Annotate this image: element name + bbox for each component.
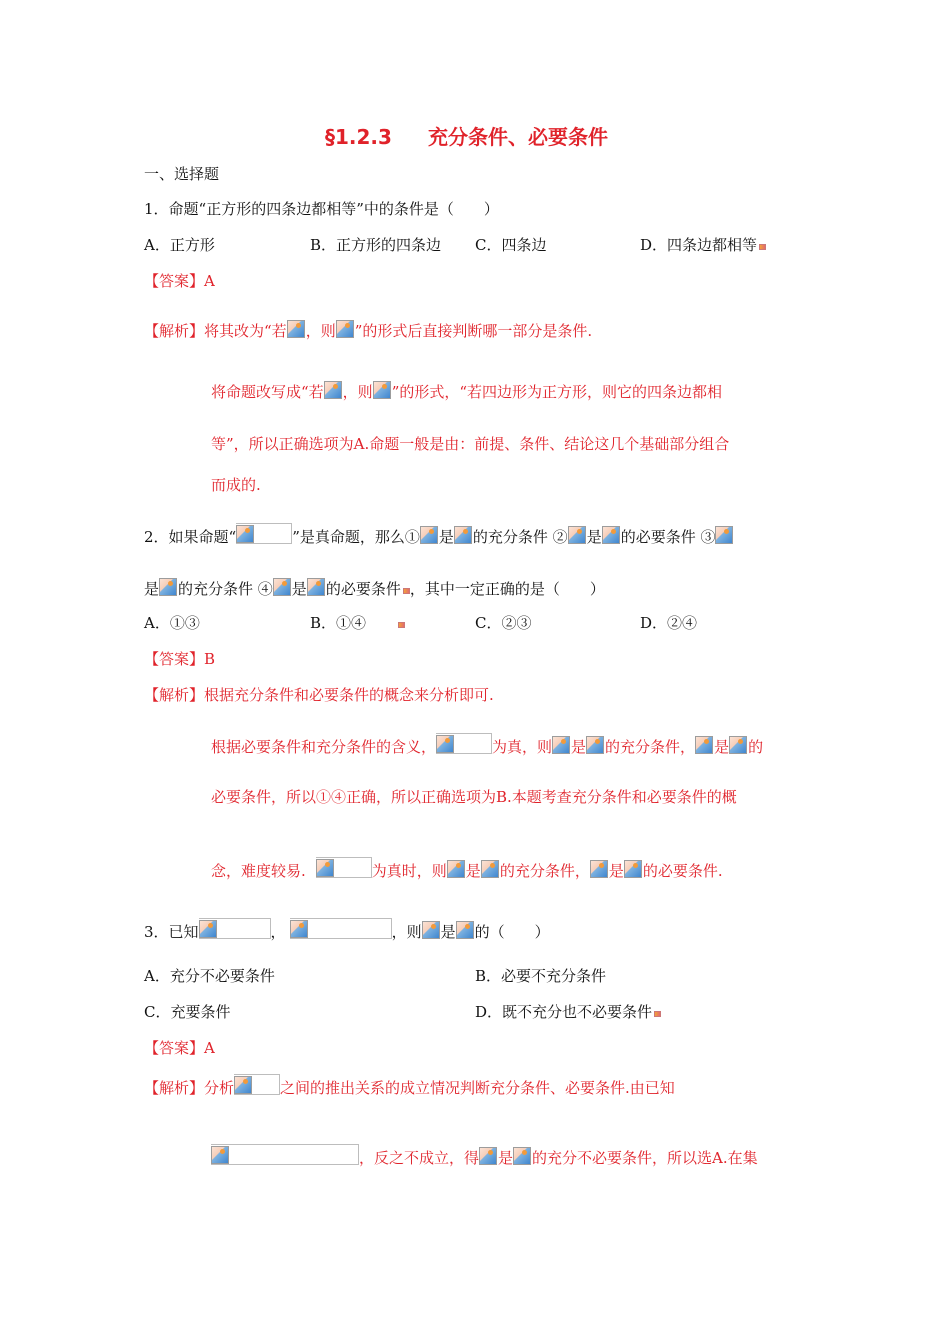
q2-analysis-body-3: 念，难度较易. 为真时，则 是 的充分条件， 是 的必要条件. xyxy=(211,857,723,881)
formula-image-icon xyxy=(481,859,500,878)
formula-image-icon xyxy=(287,319,306,338)
formula-image-icon xyxy=(420,525,439,544)
formula-image-icon xyxy=(336,319,355,338)
q1-stem: 1．命题“正方形的四条边都相等”中的条件是（ ） xyxy=(144,200,499,218)
q3-option-a: A．充分不必要条件 xyxy=(144,967,275,985)
q1-option-a: A．正方形 xyxy=(144,236,215,254)
small-image-icon xyxy=(654,1011,661,1017)
q1-option-b: B．正方形的四条边 xyxy=(310,236,442,254)
formula-image-icon xyxy=(290,918,392,939)
formula-image-icon xyxy=(602,525,621,544)
small-image-icon xyxy=(398,622,405,628)
q3-stem: 3．已知 ， ，则 是 的（ ） xyxy=(144,918,550,942)
q2-stem-line-1: 2．如果命题“ ”是真命题，那么① 是 的充分条件 ② 是 的必要条件 ③ xyxy=(144,523,734,547)
q3-analysis: 【解析】分析 之间的推出关系的成立情况判断充分条件、必要条件.由已知 xyxy=(144,1074,675,1098)
formula-image-icon xyxy=(729,735,748,754)
formula-image-icon xyxy=(456,920,475,939)
q3-option-c: C．充要条件 xyxy=(144,1003,231,1021)
q1-option-d: D．四条边都相等 xyxy=(640,235,766,255)
q2-analysis-body-2: 必要条件，所以①④正确，所以正确选项为B.本题考查充分条件和必要条件的概 xyxy=(211,788,737,806)
q2-option-a: A．①③ xyxy=(144,614,200,632)
formula-image-icon xyxy=(436,733,492,754)
section-heading: 一、选择题 xyxy=(144,165,220,183)
formula-image-icon xyxy=(211,1144,359,1165)
q2-answer: 【答案】B xyxy=(144,650,216,668)
q2-analysis-body-1: 根据必要条件和充分条件的含义， 为真，则 是 的充分条件， 是 的 xyxy=(211,733,763,757)
q1-option-c: C．四条边 xyxy=(475,236,547,254)
formula-image-icon xyxy=(590,859,609,878)
formula-image-icon xyxy=(447,859,466,878)
section-title xyxy=(325,124,608,150)
formula-image-icon xyxy=(316,857,372,878)
q3-option-d: D．既不充分也不必要条件 xyxy=(475,1002,661,1022)
small-image-icon xyxy=(759,244,766,250)
formula-image-icon xyxy=(513,1146,532,1165)
formula-image-icon xyxy=(273,577,292,596)
formula-image-icon xyxy=(159,577,178,596)
section-number: §1.2.3 xyxy=(325,125,392,149)
q1-analysis-body-1: 将命题改写成“若 ，则 ”的形式，“若四边形为正方形，则它的四条边都相 xyxy=(211,380,722,402)
formula-image-icon xyxy=(307,577,326,596)
formula-image-icon xyxy=(373,380,392,399)
formula-image-icon xyxy=(552,735,571,754)
small-image-icon xyxy=(403,588,410,594)
formula-image-icon xyxy=(586,735,605,754)
q1-analysis-body-3: 而成的. xyxy=(211,476,261,494)
formula-image-icon xyxy=(324,380,343,399)
formula-image-icon xyxy=(234,1074,280,1095)
q2-option-d: D．②④ xyxy=(640,614,698,632)
formula-image-icon xyxy=(568,525,587,544)
formula-image-icon xyxy=(715,525,734,544)
q3-analysis-body-1: ，反之不成立，得 是 的充分不必要条件，所以选A.在集 xyxy=(211,1144,758,1168)
q2-option-b: B．①④ xyxy=(310,613,405,633)
q2-option-c: C．②③ xyxy=(475,614,532,632)
q3-answer: 【答案】A xyxy=(144,1039,215,1057)
formula-image-icon xyxy=(199,918,271,939)
q1-answer: 【答案】A xyxy=(144,272,215,290)
formula-image-icon xyxy=(454,525,473,544)
formula-image-icon xyxy=(479,1146,498,1165)
formula-image-icon xyxy=(236,523,292,544)
q1-analysis: 【解析】将其改为“若 ，则 ”的形式后直接判断哪一部分是条件. xyxy=(144,319,592,341)
q2-analysis: 【解析】根据充分条件和必要条件的概念来分析即可. xyxy=(144,686,494,704)
section-name: 充分条件、必要条件 xyxy=(427,125,608,149)
q1-analysis-body-2: 等”，所以正确选项为A.命题一般是由：前提、条件、结论这几个基础部分组合 xyxy=(211,435,730,453)
q2-stem-line-2: 是 的充分条件 ④ 是 的必要条件 ，其中一定正确的是（ ） xyxy=(144,577,605,599)
formula-image-icon xyxy=(695,735,714,754)
formula-image-icon xyxy=(624,859,643,878)
q3-option-b: B．必要不充分条件 xyxy=(475,967,607,985)
formula-image-icon xyxy=(422,920,441,939)
